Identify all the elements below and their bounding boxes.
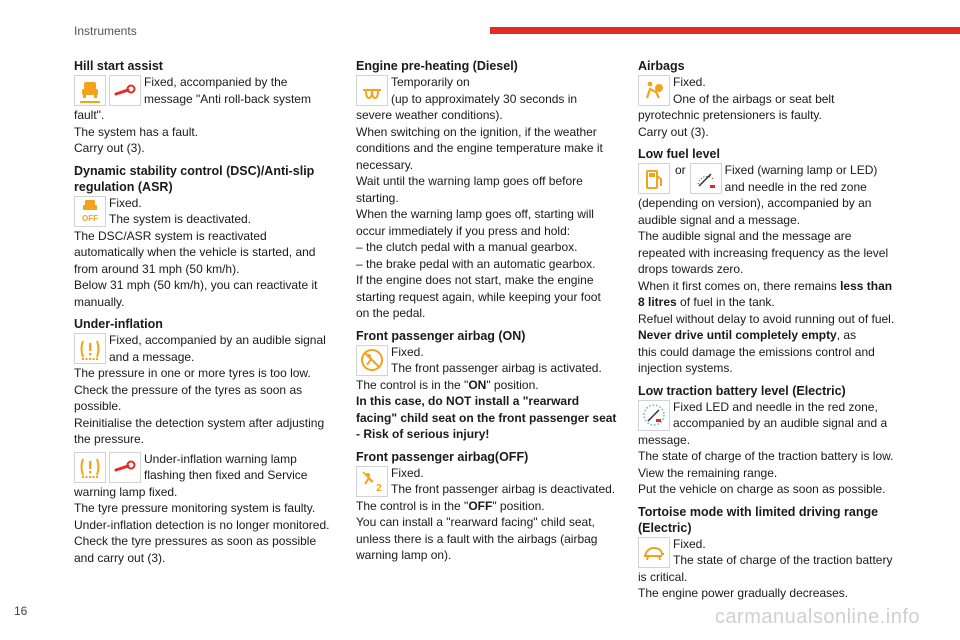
dsc-off-icon-text: OFF [82, 214, 98, 223]
airbag-on-icon [356, 345, 388, 376]
fuel-pump-icon [638, 163, 670, 194]
dsc-title-line-1: Dynamic stability control (DSC)/Anti-slip [74, 163, 315, 178]
header-accent-bar [490, 27, 960, 34]
section-under-inflation-fault: Under-inflation warning lamp flashing then fixed and Service warning lamp fixed. The tyre pressure monitoring system is faulty. Under-inflation detection is no longer monitored. Check the tyre pressures as soon as possible and carry out (3). [74, 451, 330, 565]
column-3 [638, 58, 906, 605]
header-section-title: Instruments [74, 24, 137, 38]
watermark: carmanualsonline.info [714, 606, 920, 628]
section-under-inflation: Under-inflation Fixed, accompanied by an audible signal and a message. The pressure in one or more tyres is too low. Check the pressure of the tyres as soon as possible. Reinitialise the detection system after adjusting the pressure. [74, 316, 336, 448]
airbag-on-title: Front passenger airbag (ON) [356, 328, 526, 343]
or-label: or [675, 163, 686, 177]
hill-title: Hill start assist [74, 59, 163, 73]
battery-gauge-icon [638, 400, 670, 431]
tortoise-icon [638, 537, 670, 568]
airbag-off-icon [356, 466, 388, 497]
low-battery-title: Low traction battery level (Electric) [638, 383, 846, 398]
airbag-off-title: Front passenger airbag(OFF) [356, 449, 529, 464]
section-engine-preheating: Engine pre-heating (Diesel) Temporarily on (up to approximately 30 seconds in severe weather conditions). When switching on the ignition, if the weather conditions and the engine temperature make it necessary. Wait until the warning lamp goes off before starting. When the warning lamp goes off, starting will occur immediately if you press and hold: – the clutch pedal with a manual gearbox. – the brake pedal with an automatic gearbox. If the engine does not start, make the engine starting request again, while keeping your foot on the pedal. [356, 58, 618, 322]
svg-text:2: 2 [376, 483, 382, 494]
section-tortoise-mode: Tortoise mode with limited driving range (Electric) Fixed. The state of charge of the traction battery is critical. The engine power gradually decreases. [638, 504, 906, 602]
section-hill-start-assist: Hill start assist Fixed, accompanied by the message "Anti roll-back system fault". The system has a fault. Carry out (3). [74, 58, 336, 157]
section-airbag-on: Front passenger airbag (ON) Fixed. The front passenger airbag is activated. The control is in the "ON" position. In this case, do NOT install a "rearward facing" child seat on the front passenger seat - Risk of serious injury! [356, 328, 617, 441]
tyre-pressure-icon-2 [74, 452, 106, 483]
column-2 [356, 58, 618, 567]
hill-start-icon [74, 75, 106, 106]
section-airbags: Airbags Fixed. One of the airbags or seat belt pyrotechnic pretensioners is faulty. Carry out (3). [638, 58, 906, 140]
under-inflation-title: Under-inflation [74, 317, 163, 331]
tortoise-title-line-2: (Electric) [638, 520, 692, 535]
airbags-title: Airbags [638, 59, 685, 73]
service-wrench-icon-2 [109, 452, 141, 483]
section-airbag-off: Front passenger airbag(OFF) 2 Fixed. The front passenger airbag is deactivated. The control is in the "OFF" position. You can install a "rearward facing" child seat, unless there is a fault with the airbags (airbag warning lamp on). [356, 449, 618, 564]
page-number: 16 [14, 604, 28, 618]
service-wrench-icon [109, 75, 141, 106]
section-low-fuel: Low fuel level or Fixed (warning lamp or LED) and needle in the red zone (depending on version), accompanied by an audible signal and a message. The audible signal and the message are repeated with increasing frequency as the level drops towards zero. When it first comes on, there remains less than 8 litres of fuel in the tank. Refuel without delay to avoid running out of fuel. Never drive until completely empty, as this could damage the emissions control and injection systems. [638, 146, 906, 377]
column-1 [74, 58, 336, 569]
dsc-title-line-2: regulation (ASR) [74, 179, 173, 194]
section-low-traction-battery: Low traction battery level (Electric) Fixed LED and needle in the red zone, accompanied by an audible signal and a message. The state of charge of the traction battery is low. View the remaining range. Put the vehicle on charge as soon as possible. [638, 383, 906, 498]
dsc-off-icon [74, 196, 106, 227]
tortoise-title-line-1: Tortoise mode with limited driving range [638, 504, 879, 519]
low-fuel-title: Low fuel level [638, 147, 720, 161]
airbag-icon [638, 75, 670, 106]
fuel-gauge-icon [690, 163, 722, 194]
section-dsc-asr: Dynamic stability control (DSC)/Anti-slip regulation (ASR) OFF Fixed. The system is deactivated. The DSC/ASR system is reactivated automatically when the vehicle is started, and from around 31 mph (50 km/h). Below 31 mph (50 km/h), you can reactivate it manually. [74, 163, 336, 311]
tyre-pressure-icon [74, 333, 106, 364]
preheating-coil-icon [356, 75, 388, 106]
preheat-title: Engine pre-heating (Diesel) [356, 59, 518, 73]
